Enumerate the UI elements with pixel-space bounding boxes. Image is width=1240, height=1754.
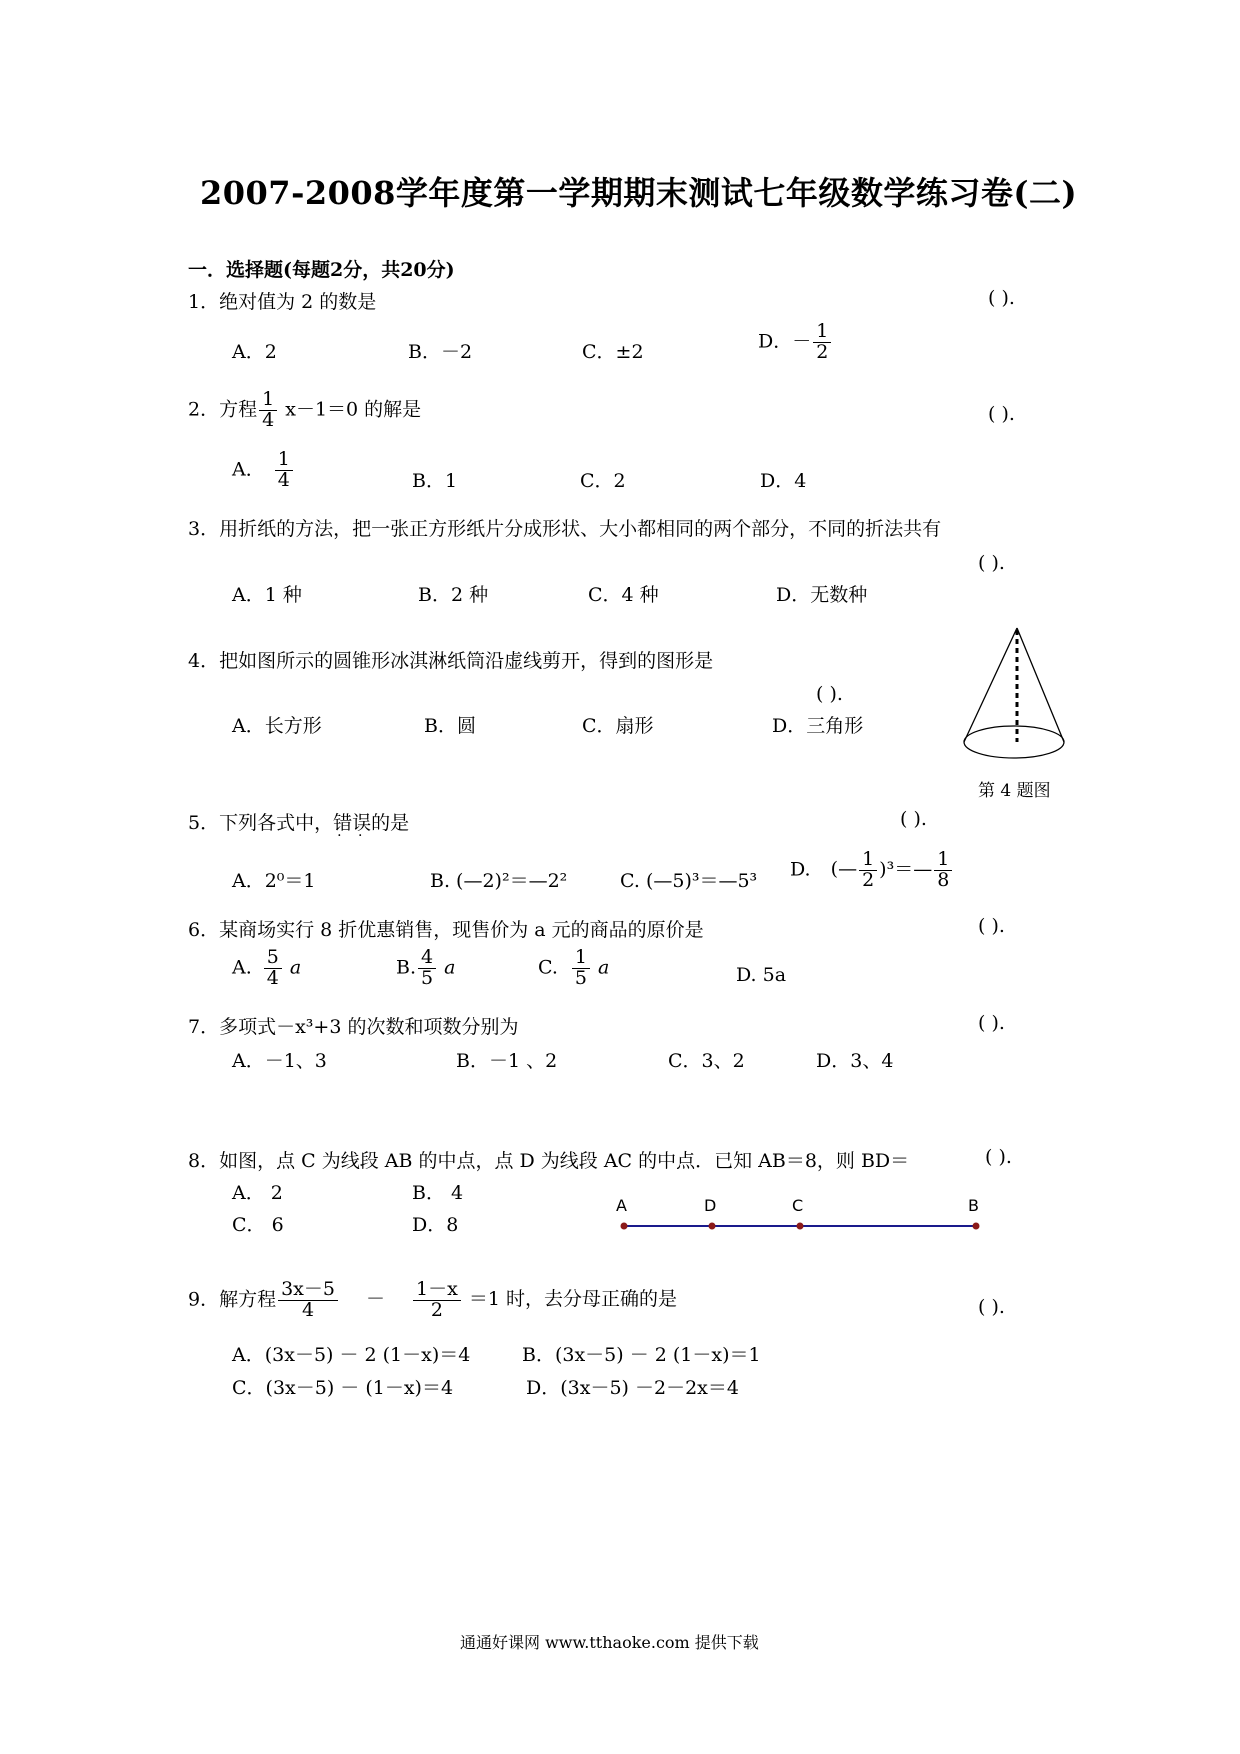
question-2-prefix: 2．方程 xyxy=(188,398,258,421)
question-1: 1．绝对值为 2 的数是 xyxy=(188,291,377,313)
numerator: 1－x xyxy=(413,1280,461,1301)
numerator: 3x－5 xyxy=(278,1280,338,1301)
option-3b: B．2 种 xyxy=(418,584,489,606)
option-1a: A．2 xyxy=(232,341,277,363)
numerator: 1 xyxy=(572,948,590,969)
fraction xyxy=(859,850,877,891)
option-5a: A．2⁰＝1 xyxy=(232,870,316,892)
emphasis-dots: 错误 · · xyxy=(333,812,371,834)
numerator: 1 xyxy=(275,450,293,471)
option-4a: A．长方形 xyxy=(232,715,322,737)
option-9a: A．(3x－5) － 2 (1－x)＝4 xyxy=(232,1344,471,1366)
option-6c-label: C. xyxy=(538,956,558,979)
option-8d: D．8 xyxy=(412,1214,459,1236)
answer-bracket-6: ( ). xyxy=(978,915,1005,937)
denominator: 4 xyxy=(277,468,290,491)
question-5-suffix: 的是 xyxy=(371,812,410,834)
question-9 xyxy=(188,1280,677,1321)
option-5d xyxy=(790,850,954,891)
option-6a xyxy=(232,948,301,989)
page-title: 2007-2008学年度第一学期期末测试七年级数学练习卷(二) xyxy=(200,174,1078,212)
answer-bracket-4: ( ). xyxy=(816,683,843,705)
answer-bracket-7: ( ). xyxy=(978,1012,1005,1034)
question-9-suffix: ＝1 时，去分母正确的是 xyxy=(468,1288,677,1311)
cone-base xyxy=(964,726,1064,758)
option-2d: D．4 xyxy=(760,470,807,492)
numerator: 1 xyxy=(259,390,277,411)
fraction xyxy=(278,1280,338,1321)
option-1c: C．±2 xyxy=(582,341,644,363)
variable-a: a xyxy=(438,956,456,979)
numerator: 1 xyxy=(934,850,952,871)
answer-bracket-2: ( ). xyxy=(988,403,1015,425)
answer-bracket-1: ( ). xyxy=(988,287,1015,309)
footer-credit: 通通好课网 www.tthaoke.com 提供下载 xyxy=(460,1633,759,1652)
segment-figure xyxy=(610,1196,990,1236)
denominator: 2 xyxy=(430,1298,443,1321)
question-8: 8．如图，点 C 为线段 AB 的中点，点 D 为线段 AC 的中点．已知 AB＝8，则 BD＝ xyxy=(188,1150,910,1172)
figure-caption-4: 第 4 题图 xyxy=(978,781,1051,801)
option-5b: B. (—2)²＝—2² xyxy=(430,870,568,892)
point-c xyxy=(797,1223,804,1230)
minus-sign: － xyxy=(366,1288,386,1311)
option-1b: B．－2 xyxy=(408,341,473,363)
question-6: 6．某商场实行 8 折优惠销售，现售价为 a 元的商品的原价是 xyxy=(188,919,704,941)
answer-bracket-3: ( ). xyxy=(978,552,1005,574)
option-6c xyxy=(538,948,609,989)
option-3c: C．4 种 xyxy=(588,584,659,606)
section-heading: 一．选择题(每题2分，共20分) xyxy=(188,259,455,281)
question-7: 7．多项式－x³+3 的次数和项数分别为 xyxy=(188,1016,519,1038)
question-2 xyxy=(188,390,421,431)
option-2a xyxy=(232,450,295,491)
denominator: 5 xyxy=(421,966,434,989)
numerator: 1 xyxy=(859,850,877,871)
fraction xyxy=(275,450,293,491)
option-6b-label: B. xyxy=(396,956,417,979)
fraction xyxy=(413,1280,461,1321)
option-2a-label: A． xyxy=(232,458,265,481)
fraction xyxy=(813,322,831,363)
question-5 xyxy=(188,808,409,835)
cone-right-edge xyxy=(1017,628,1064,742)
denominator: 5 xyxy=(574,966,587,989)
fraction xyxy=(264,948,282,989)
cube-equals: )³＝— xyxy=(879,858,933,881)
option-9d: D．(3x－5) －2－2x＝4 xyxy=(526,1377,739,1399)
option-8c: C． 6 xyxy=(232,1214,284,1236)
numerator: 1 xyxy=(813,322,831,343)
label-d: D xyxy=(704,1196,717,1215)
option-3d: D．无数种 xyxy=(776,584,868,606)
label-a: A xyxy=(616,1196,627,1215)
option-5d-label: D. xyxy=(790,858,811,881)
option-1d-label: D．－ xyxy=(758,330,812,353)
question-2-suffix: x－1＝0 的解是 xyxy=(279,398,422,421)
cone-figure xyxy=(955,620,1075,770)
option-5c: C. (—5)³＝—5³ xyxy=(620,870,758,892)
point-a xyxy=(621,1223,628,1230)
question-5-prefix: 5．下列各式中， xyxy=(188,812,334,834)
option-7d: D．3、4 xyxy=(816,1050,894,1072)
option-4d: D．三角形 xyxy=(772,715,864,737)
option-2b: B．1 xyxy=(412,470,458,492)
denominator: 2 xyxy=(862,868,875,891)
label-b: B xyxy=(968,1196,979,1215)
fraction xyxy=(934,850,952,891)
denominator: 2 xyxy=(816,340,829,363)
denominator: 4 xyxy=(262,408,275,431)
option-2c: C．2 xyxy=(580,470,626,492)
fraction xyxy=(418,948,436,989)
option-7a: A．－1、3 xyxy=(232,1050,327,1072)
option-4b: B．圆 xyxy=(424,715,476,737)
option-9c: C．(3x－5) － (1－x)＝4 xyxy=(232,1377,454,1399)
option-6b xyxy=(396,948,455,989)
option-6d: D. 5a xyxy=(736,964,787,986)
option-7c: C．3、2 xyxy=(668,1050,745,1072)
label-c: C xyxy=(792,1196,804,1215)
option-9b: B．(3x－5) － 2 (1－x)＝1 xyxy=(522,1344,761,1366)
point-b xyxy=(973,1223,980,1230)
answer-bracket-9: ( ). xyxy=(978,1296,1005,1318)
option-8a: A． 2 xyxy=(232,1182,283,1204)
denominator: 4 xyxy=(266,966,279,989)
point-d xyxy=(709,1223,716,1230)
numerator: 4 xyxy=(418,948,436,969)
option-3a: A．1 种 xyxy=(232,584,302,606)
option-1d xyxy=(758,322,833,363)
fraction xyxy=(259,390,277,431)
option-6a-label: A. xyxy=(232,956,252,979)
answer-bracket-8: ( ). xyxy=(985,1146,1012,1168)
denominator: 8 xyxy=(937,868,950,891)
answer-bracket-5: ( ). xyxy=(900,808,927,830)
option-4c: C．扇形 xyxy=(582,715,654,737)
question-3: 3．用折纸的方法，把一张正方形纸片分成形状、大小都相同的两个部分，不同的折法共有 xyxy=(188,518,942,540)
fraction xyxy=(572,948,590,989)
open-paren-minus: (— xyxy=(830,858,858,881)
variable-a: a xyxy=(592,956,610,979)
option-8b: B． 4 xyxy=(412,1182,464,1204)
option-7b: B．－1 、2 xyxy=(456,1050,558,1072)
variable-a: a xyxy=(283,956,302,979)
cone-left-edge xyxy=(964,628,1017,742)
denominator: 4 xyxy=(302,1298,315,1321)
question-4: 4．把如图所示的圆锥形冰淇淋纸筒沿虚线剪开，得到的图形是 xyxy=(188,650,714,672)
numerator: 5 xyxy=(264,948,282,969)
question-9-prefix: 9．解方程 xyxy=(188,1288,277,1311)
